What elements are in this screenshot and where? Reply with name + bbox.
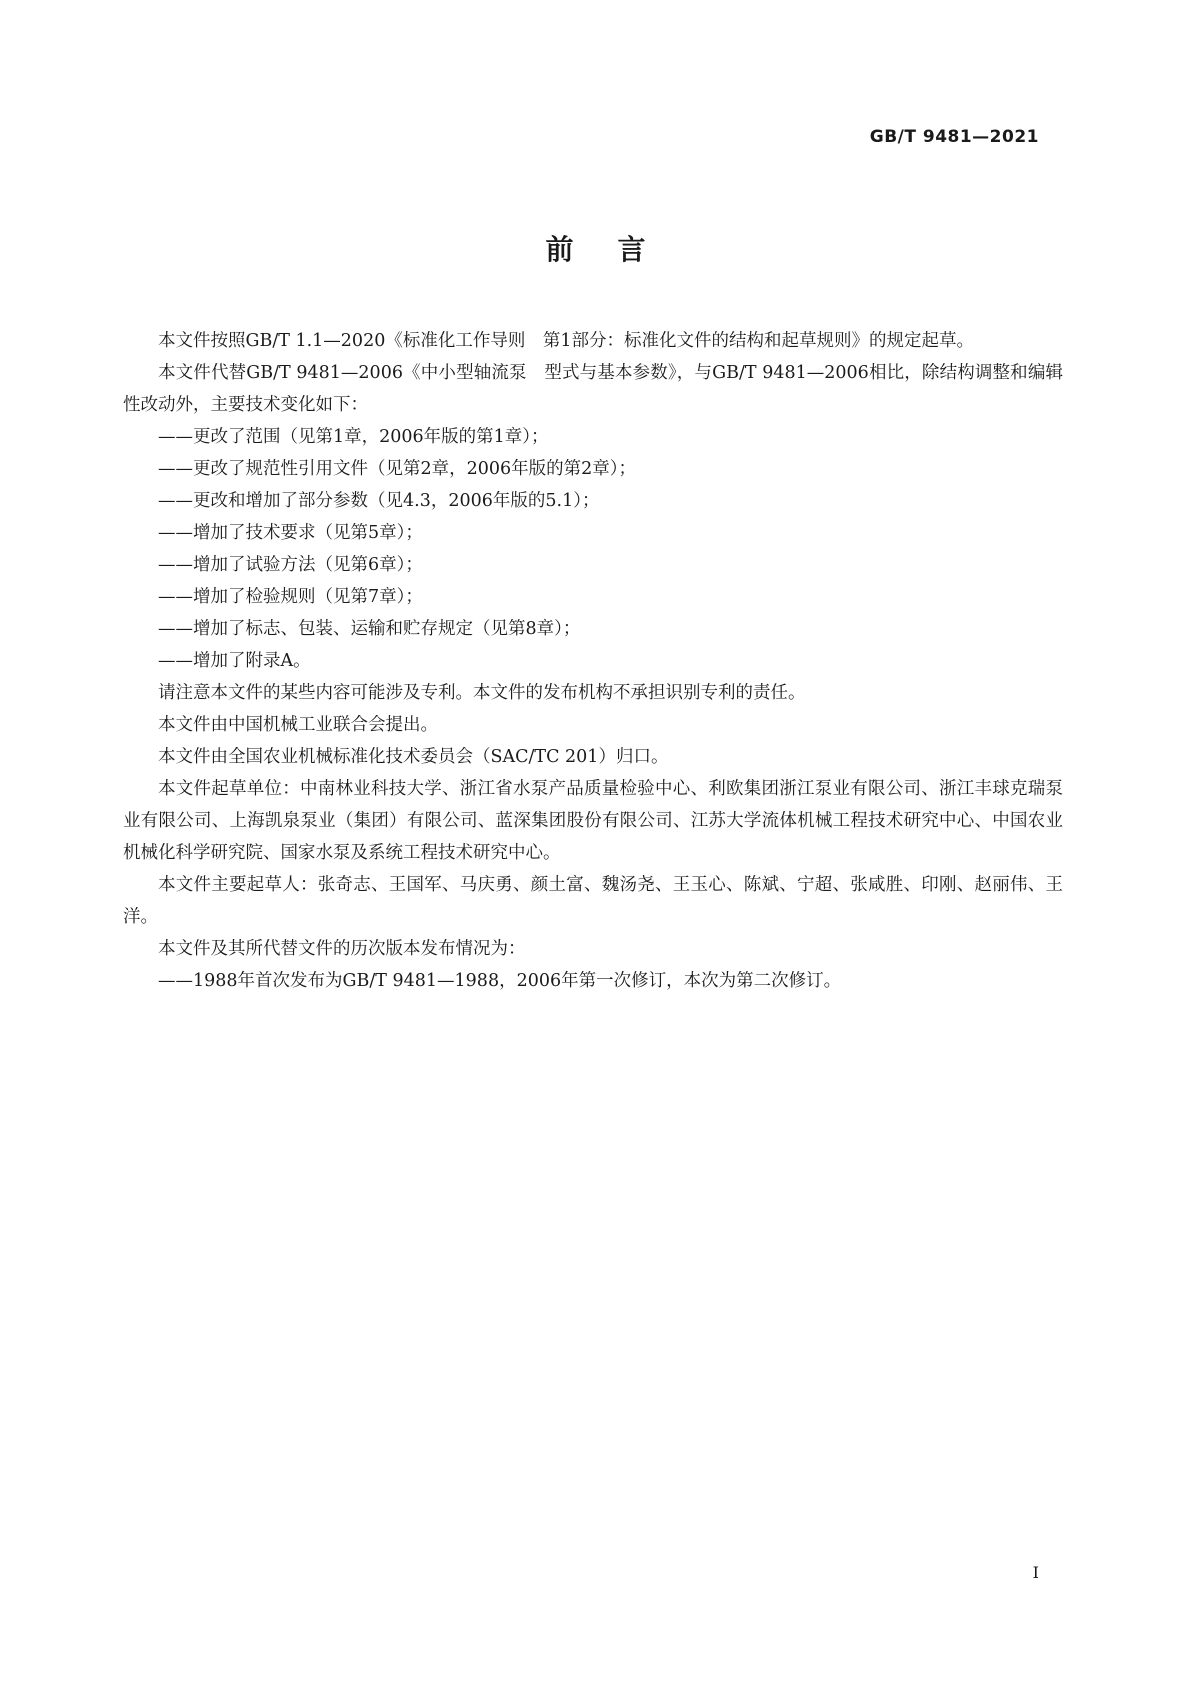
paragraph-drafters: 本文件主要起草人：张奇志、王国军、马庆勇、颜土富、魏汤尧、王玉心、陈斌、宁超、张咸胜、印刚、赵丽伟、王洋。 bbox=[123, 875, 1063, 927]
paragraph-replacement: 本文件代替GB/T 9481—2006《中小型轴流泵 型式与基本参数》，与GB/T 9481—2006相比，除结构调整和编辑性改动外，主要技术变化如下： bbox=[123, 363, 1063, 415]
page-title: 前言 bbox=[545, 233, 690, 266]
change-item: ——增加了技术要求（见第5章）； bbox=[158, 523, 423, 543]
version-history-item: ——1988年首次发布为GB/T 9481—1988，2006年第一次修订，本次为第二次修订。 bbox=[158, 971, 842, 991]
foreword-body bbox=[123, 325, 1063, 997]
paragraph-technical-committee: 本文件由全国农业机械标准化技术委员会（SAC/TC 201）归口。 bbox=[158, 747, 669, 767]
paragraph-drafting-rules: 本文件按照GB/T 1.1—2020《标准化工作导则 第1部分：标准化文件的结构和起草规则》的规定起草。 bbox=[158, 331, 974, 351]
change-item: ——更改了范围（见第1章，2006年版的第1章）； bbox=[158, 427, 549, 447]
page-number: I bbox=[1032, 1563, 1039, 1582]
change-item: ——增加了检验规则（见第7章）； bbox=[158, 587, 423, 607]
paragraph-patent-notice: 请注意本文件的某些内容可能涉及专利。本文件的发布机构不承担识别专利的责任。 bbox=[158, 683, 806, 703]
change-item: ——增加了试验方法（见第6章）； bbox=[158, 555, 423, 575]
standard-number: GB/T 9481—2021 bbox=[869, 127, 1039, 147]
paragraph-proposer: 本文件由中国机械工业联合会提出。 bbox=[158, 715, 438, 735]
change-item: ——更改了规范性引用文件（见第2章，2006年版的第2章）； bbox=[158, 459, 637, 479]
paragraph-drafting-units: 本文件起草单位：中南林业科技大学、浙江省水泵产品质量检验中心、利欧集团浙江泵业有限公司、浙江丰球克瑞泵业有限公司、上海凯泉泵业（集团）有限公司、蓝深集团股份有限公司、江苏大学流体机械工程技术研究中心、中国农业机械化科学研究院、国家水泵及系统工程技术研究中心。 bbox=[123, 779, 1063, 863]
change-item: ——增加了标志、包装、运输和贮存规定（见第8章）； bbox=[158, 619, 581, 639]
paragraph-version-history: 本文件及其所代替文件的历次版本发布情况为： bbox=[158, 939, 526, 959]
change-item: ——增加了附录A。 bbox=[158, 651, 311, 671]
change-item: ——更改和增加了部分参数（见4.3，2006年版的5.1）； bbox=[158, 491, 600, 511]
